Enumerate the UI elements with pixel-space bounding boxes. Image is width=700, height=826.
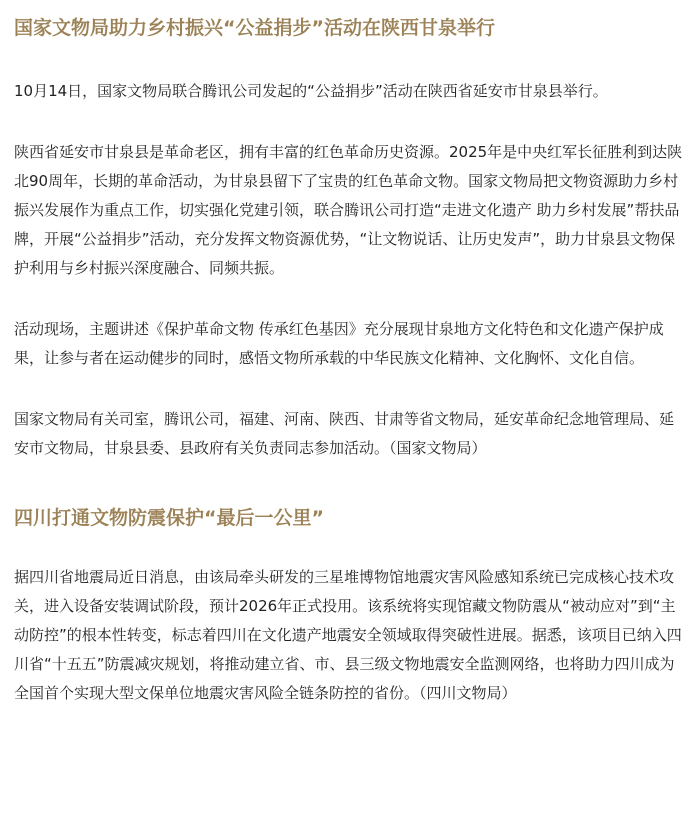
article-1-paragraph-background: 陕西省延安市甘泉县是革命老区，拥有丰富的红色革命历史资源。2025年是中央红军长征胜利到达陕北90周年，长期的革命活动，为甘泉县留下了宝贵的红色革命文物。国家文物局把文物资源助力乡村振兴发展作为重点工作，切实强化党建引领，联合腾讯公司打造“走进文化遗产 助力乡村发展”帮扶品牌，开展“公益捐步”活动，充分发挥文物资源优势，“让文物说话、让历史发声”，助力甘泉县文物保护利用与乡村振兴深度融合、同频共振。 — [14, 143, 683, 277]
article-1-title: 国家文物局助力乡村振兴“公益捐步”活动在陕西甘泉举行 — [14, 17, 495, 39]
article-2-paragraph-body: 据四川省地震局近日消息，由该局牵头研发的三星堆博物馆地震灾害风险感知系统已完成核心技术攻关，进入设备安装调试阶段，预计2026年正式投用。该系统将实现馆藏文物防震从“被动应对”到“主动防控”的根本性转变，标志着四川在文化遗产地震安全领域取得突破性进展。据悉，该项目已纳入四川省“十五五”防震减灾规划，将推动建立省、市、县三级文物地震安全监测网络，也将助力四川成为全国首个实现大型文保单位地震灾害风险全链条防控的省份。（四川文物局） — [14, 568, 682, 702]
article-2-title: 四川打通文物防震保护“最后一公里” — [14, 507, 324, 529]
article-1-paragraph-event: 活动现场，主题讲述《保护革命文物 传承红色基因》充分展现甘泉地方文化特色和文化遗产保护成果，让参与者在运动健步的同时，感悟文物所承载的中华民族文化精神、文化胸怀、文化自信。 — [14, 320, 664, 367]
article-1-paragraph-attendees: 国家文物局有关司室，腾讯公司，福建、河南、陕西、甘肃等省文物局，延安革命纪念地管理局、延安市文物局，甘泉县委、县政府有关负责同志参加活动。（国家文物局） — [14, 410, 675, 457]
article-1-paragraph-lead: 10月14日，国家文物局联合腾讯公司发起的“公益捐步”活动在陕西省延安市甘泉县举行。 — [14, 82, 608, 100]
